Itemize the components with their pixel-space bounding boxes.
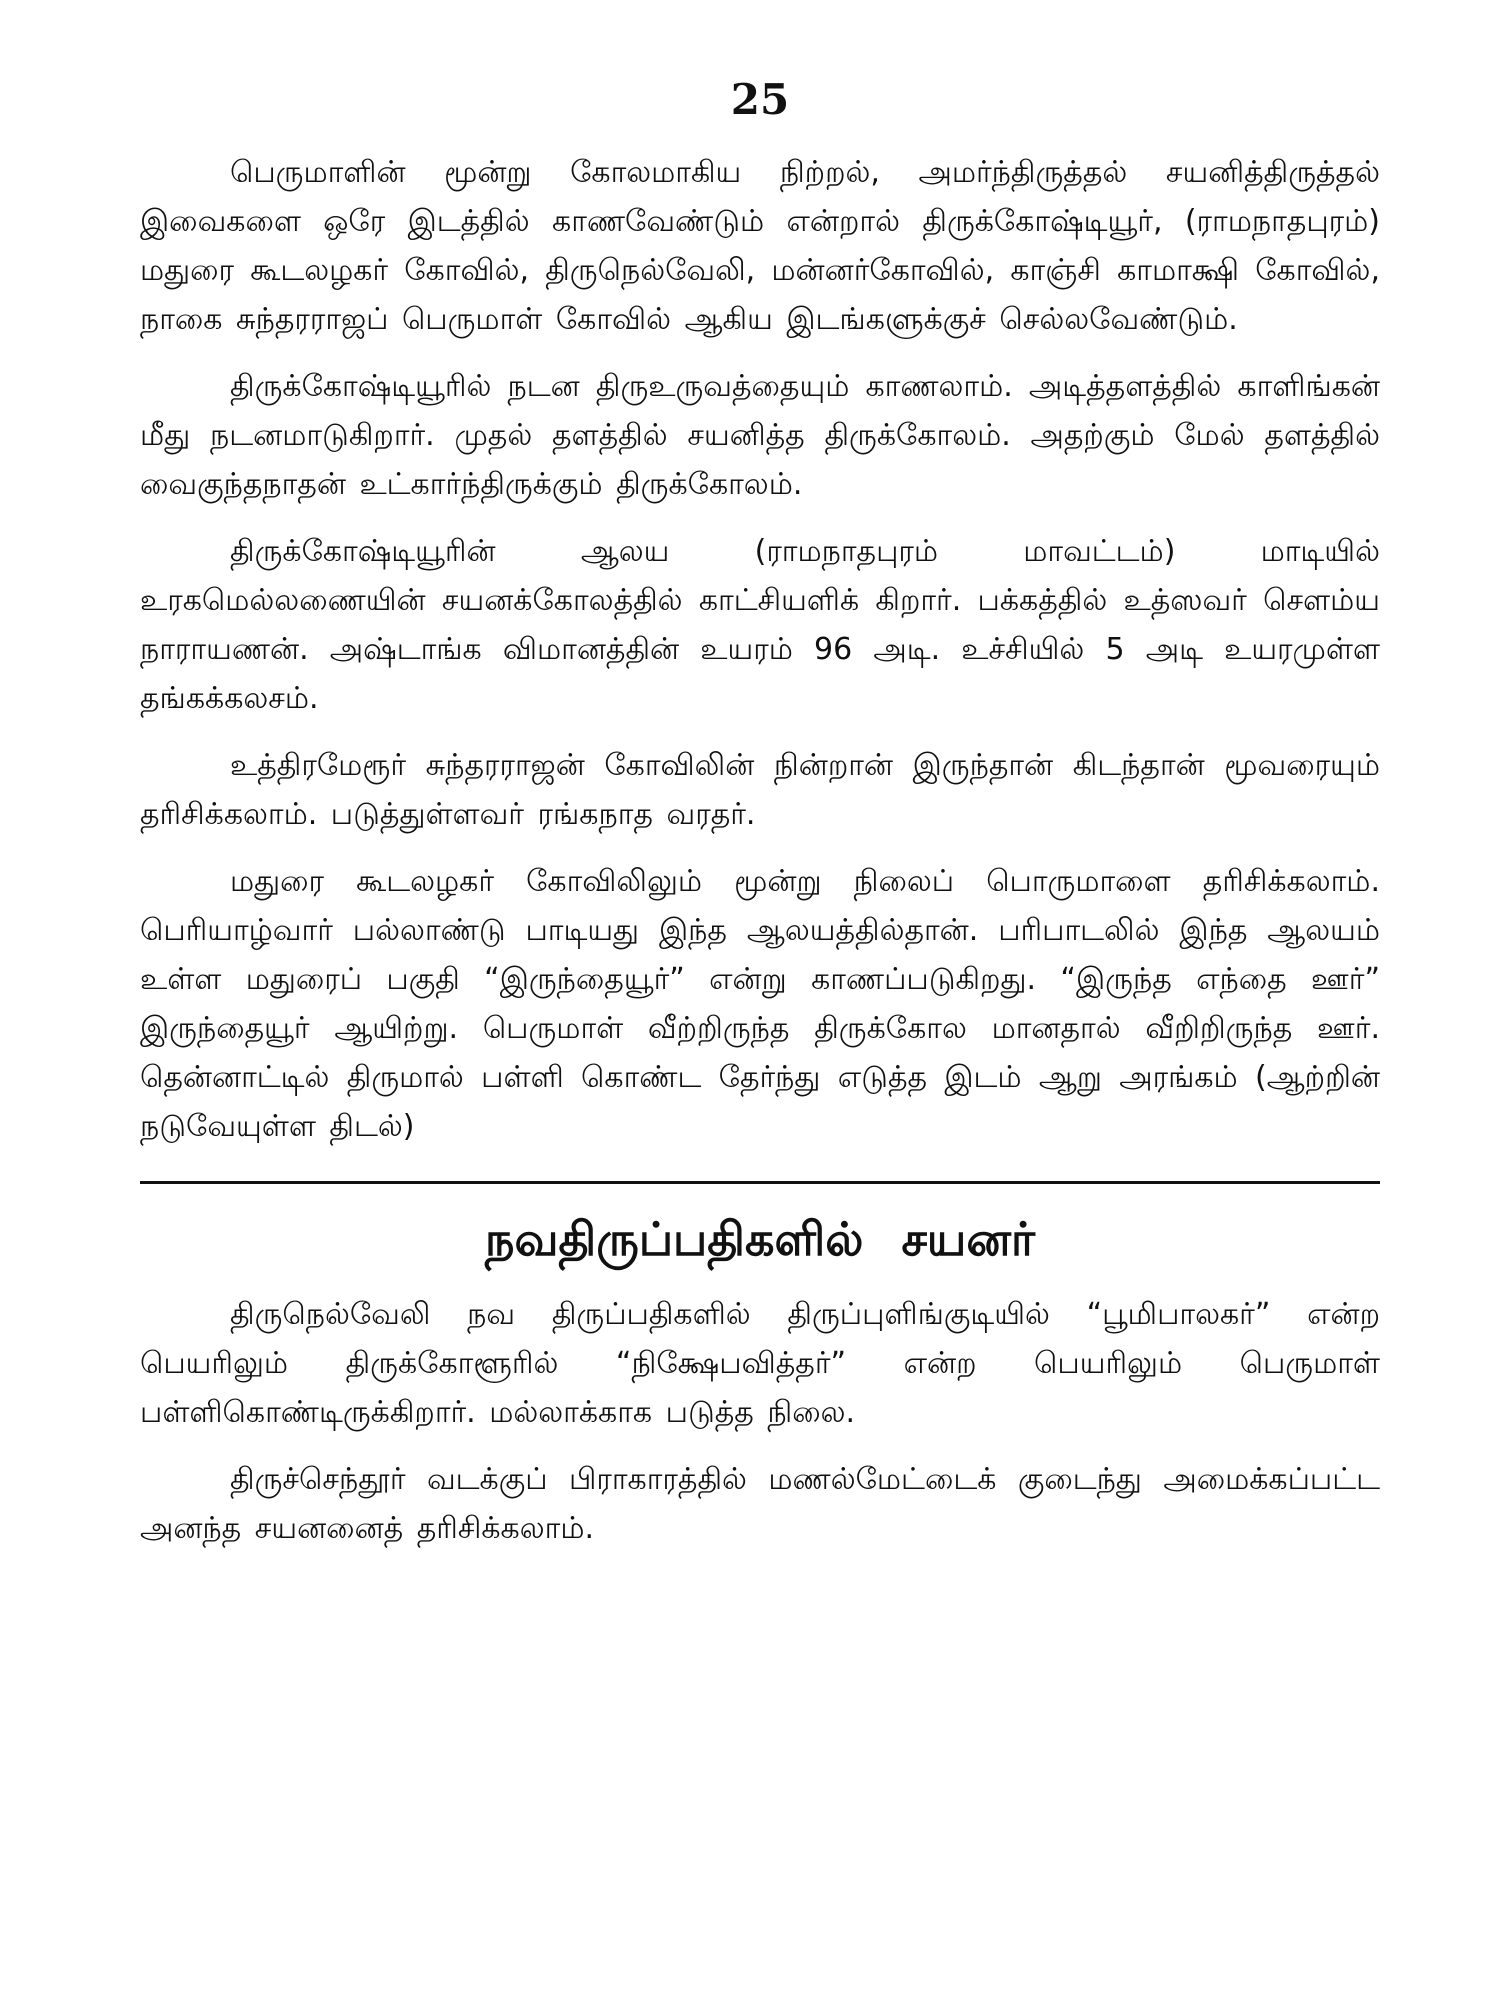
paragraph-madurai-koodalazhagar: மதுரை கூடலழகர் கோவிலிலும் மூன்று நிலைப் பொருமாளை தரிசிக்கலாம். பெரியாழ்வார் பல்லாண்டு பாடியது இந்த ஆலயத்தில்தான். பரிபாடலில் இந்த ஆலயம் உள்ள மதுரைப் பகுதி “இருந்தையூர்” என்று காணப்படுகிறது. “இருந்த எந்தை ஊர்” இருந்தையூர் ஆயிற்று. பெருமாள் வீற்றிருந்த திருக்கோல மானதால் வீறிறிருந்த ஊர். தென்னாட்டில் திருமால் பள்ளி கொண்ட தேர்ந்து எடுத்த இடம் ஆறு அரங்கம் (ஆற்றின் நடுவேயுள்ள திடல்) xyxy=(140,864,1380,1144)
paragraph-navathirupathi: திருநெல்வேலி நவ திருப்பதிகளில் திருப்புளிங்குடியில் “பூமிபாலகர்” என்ற பெயரிலும் திருக்கோளூரில் “நிக்ஷேபவித்தர்” என்ற பெயரிலும் பெருமாள் பள்ளிகொண்டிருக்கிறார். மல்லாக்காக படுத்த நிலை. xyxy=(140,1297,1380,1430)
paragraph-thiruchendur: திருச்செந்தூர் வடக்குப் பிராகாரத்தில் மணல்மேட்டைக் குடைந்து அமைக்கப்பட்ட அனந்த சயனனைத் தரிசிக்கலாம். xyxy=(140,1462,1380,1546)
section-divider xyxy=(140,1181,1380,1184)
paragraph-thirukoshtiyur-temple: திருக்கோஷ்டியூரின் ஆலய (ராமநாதபுரம் மாவட்டம்) மாடியில் உரகமெல்லணையின் சயனக்கோலத்தில் காட்சியளிக் கிறார். பக்கத்தில் உத்ஸவர் சௌம்ய நாராயணன். அஷ்டாங்க விமானத்தின் உயரம் 96 அடி. உச்சியில் 5 அடி உயரமுள்ள தங்கக்கலசம். xyxy=(140,534,1380,716)
paragraph-uthiramerur: உத்திரமேரூர் சுந்தரராஜன் கோவிலின் நின்றான் இருந்தான் கிடந்தான் மூவரையும் தரிசிக்கலாம். படுத்துள்ளவர் ரங்கநாத வரதர். xyxy=(140,748,1380,832)
page-number: 25 xyxy=(730,75,790,124)
section-heading: நவதிருப்பதிகளில் சயனர் xyxy=(484,1212,1036,1266)
paragraph-thirukoshtiyur-dance: திருக்கோஷ்டியூரில் நடன திருஉருவத்தையும் காணலாம். அடித்தளத்தில் காளிங்கன் மீது நடனமாடுகிறார். முதல் தளத்தில் சயனித்த திருக்கோலம். அதற்கும் மேல் தளத்தில் வைகுந்தநாதன் உட்கார்ந்திருக்கும் திருக்கோலம். xyxy=(140,369,1380,502)
book-page xyxy=(140,70,1380,1571)
paragraph-three-postures: பெருமாளின் மூன்று கோலமாகிய நிற்றல், அமர்ந்திருத்தல் சயனித்திருத்தல் இவைகளை ஒரே இடத்தில் காணவேண்டும் என்றால் திருக்கோஷ்டியூர், (ராமநாதபுரம்) மதுரை கூடலழகர் கோவில், திருநெல்வேலி, மன்னர்கோவில், காஞ்சி காமாக்ஷி கோவில், நாகை சுந்தரராஜப் பெருமாள் கோவில் ஆகிய இடங்களுக்குச் செல்லவேண்டும். xyxy=(140,155,1380,337)
